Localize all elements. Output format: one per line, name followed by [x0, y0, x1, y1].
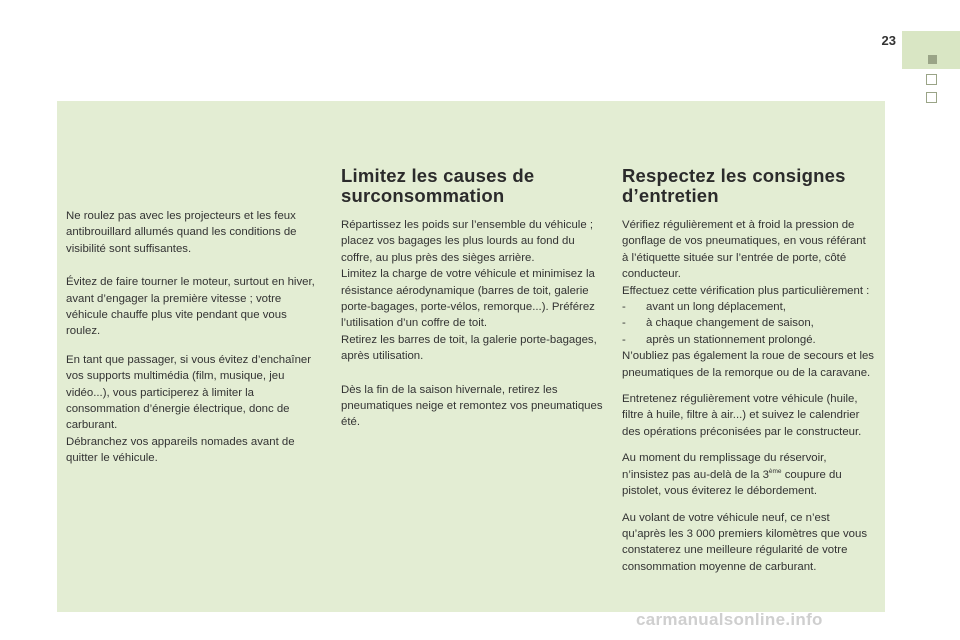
list-dash: -: [622, 333, 626, 346]
list-dash: -: [622, 317, 626, 330]
paragraph: Dès la fin de la saison hivernale, retirez les pneumatiques neige et remontez vos pneumatiques été.: [341, 383, 603, 429]
section-heading: Limitez les causes de surconsommation: [341, 165, 535, 206]
paragraph: Évitez de faire tourner le moteur, surtout en hiver, avant d’engager la première vitesse ; votre véhicule chauffe plus vite pendant que vous roulez.: [66, 276, 315, 338]
page-number: 23: [881, 33, 896, 48]
paragraph: Entretenez régulièrement votre véhicule (huile, filtre à huile, filtre à air...) et suivez le calendrier des opérations préconisées par le constructeur.: [622, 393, 862, 438]
paragraph: Ne roulez pas avec les projecteurs et les feux antibrouillard allumés quand les conditions de visibilité sont suffisantes.: [66, 210, 297, 255]
list-item: [622, 299, 874, 315]
list-item-text: avant un long déplacement,: [646, 301, 786, 314]
list-item: [622, 332, 874, 348]
paragraph: Limitez la charge de votre véhicule et minimisez la résistance aérodynamique (barres de toit, galerie porte-bagages, porte-vélos, remorque...). Préférez l’utilisation d’un coffre de toit.: [341, 268, 595, 330]
list-item: [622, 315, 874, 331]
paragraph-text: coupure du pistolet, vous éviterez le débordement.: [622, 468, 842, 498]
paragraph-text: Au moment du remplissage du réservoir, n’insistez pas au-delà de la 3: [622, 452, 827, 481]
paragraph: Retirez les barres de toit, la galerie porte-bagages, après utilisation.: [341, 333, 597, 363]
paragraph: [622, 450, 874, 499]
paragraph: En tant que passager, si vous évitez d’enchaîner vos supports multimédia (film, musique, jeu vidéo...), vous participerez à limiter la consommation d’énergie électrique, donc de carburant.: [66, 353, 312, 432]
column-left: [66, 208, 318, 467]
column-middle: [341, 166, 603, 431]
list-item-text: après un stationnement prolongé.: [646, 333, 816, 346]
list-dash: -: [622, 301, 626, 314]
tab-marker-empty-icon: [926, 74, 937, 85]
paragraph: Vérifiez régulièrement et à froid la pression de gonflage de vos pneumatiques, en vous référant à l’étiquette située sur l’entrée de porte, côté conducteur.: [622, 219, 866, 281]
paragraph: Effectuez cette vérification plus particulièrement :: [622, 284, 870, 297]
list-item-text: à chaque changement de saison,: [646, 317, 814, 330]
tab-marker-filled-icon: [928, 55, 937, 64]
watermark: carmanualsonline.info: [636, 610, 823, 629]
section-heading: Respectez les consignes d’entretien: [622, 165, 846, 206]
superscript: ème: [768, 467, 782, 475]
paragraph: Débranchez vos appareils nomades avant de quitter le véhicule.: [66, 435, 295, 465]
column-right: [622, 166, 874, 575]
paragraph: Répartissez les poids sur l’ensemble du véhicule ; placez vos bagages les plus lourds au fond du coffre, au plus près des sièges arrière.: [341, 219, 593, 264]
paragraph: N’oubliez pas également la roue de secours et les pneumatiques de la remorque ou de la caravane.: [622, 350, 875, 379]
paragraph: Au volant de votre véhicule neuf, ce n’est qu’après les 3 000 premiers kilomètres que vous constaterez une meilleure régularité de votre consommation moyenne de carburant.: [622, 511, 868, 573]
tab-marker-empty-icon: [926, 92, 937, 103]
